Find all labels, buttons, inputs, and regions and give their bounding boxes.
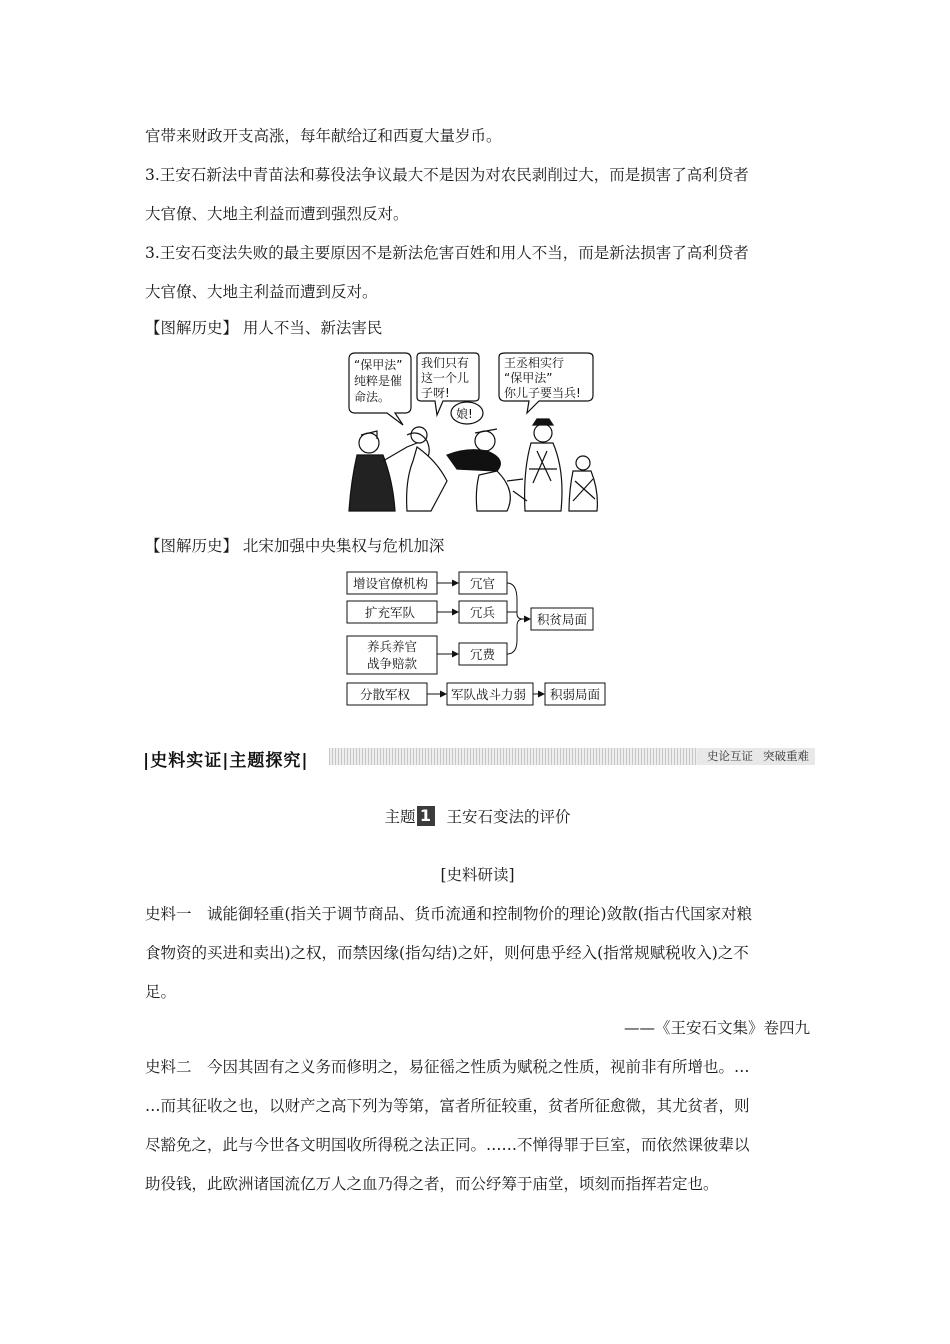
label-cost-2: 战争赔款 bbox=[367, 656, 418, 671]
banner-right-b: 突破重难 bbox=[763, 749, 809, 763]
bubble-1-line-2: 纯粹是催 bbox=[354, 374, 403, 388]
label-cost-1: 养兵养官 bbox=[367, 639, 418, 654]
label-rongbing: 冗兵 bbox=[470, 605, 496, 620]
paragraph-text: 大官僚、大地主利益而遭到强烈反对。 bbox=[145, 205, 409, 223]
label-zhandouli: 军队战斗力弱 bbox=[451, 687, 527, 702]
figure-caption: 【图解历史】 用人不当、新法害民 bbox=[145, 319, 383, 337]
cartoon-figures bbox=[349, 419, 597, 511]
topic-number-badge: 1 bbox=[417, 806, 435, 826]
label-jipin: 积贫局面 bbox=[537, 612, 588, 627]
paragraph-text: 大官僚、大地主利益而遭到反对。 bbox=[145, 283, 378, 301]
topic-heading bbox=[145, 804, 810, 830]
label-army: 扩充军队 bbox=[365, 605, 416, 620]
topic-title: 王安石变法的评价 bbox=[446, 808, 571, 826]
label-rongguan: 冗官 bbox=[470, 576, 496, 591]
source-1-citation: ——《王安石文集》卷四九 bbox=[623, 1019, 810, 1037]
bubble-2-line-3: 子呀! bbox=[421, 386, 450, 400]
banner-right-a: 史论互证 bbox=[707, 749, 753, 763]
banner-title: |史料实证|主题探究| bbox=[143, 751, 309, 771]
paragraph-text: 官带来财政开支高涨，每年献给辽和西夏大量岁币。 bbox=[145, 127, 502, 145]
label-fensan: 分散军权 bbox=[360, 687, 411, 702]
bubble-2-line-1: 我们只有 bbox=[421, 356, 470, 370]
bubble-4-line-1: 王丞相实行 bbox=[504, 356, 565, 370]
bubble-4-line-2: “保甲法” bbox=[504, 371, 553, 385]
label-jiruo: 积弱局面 bbox=[550, 687, 601, 702]
bubble-1-line-3: 命法。 bbox=[354, 390, 391, 404]
paragraph-text: 3.王安石变法失败的最主要原因不是新法危害百姓和用人不当，而是新法损害了高利贷者 bbox=[145, 244, 749, 262]
banner-right-label bbox=[697, 748, 815, 765]
label-rongfei: 冗费 bbox=[470, 647, 496, 662]
source-1-line: 食物资的买进和卖出)之权，而禁因缘(指勾结)之奸，则何患乎经入(指常规赋税收入)之不 bbox=[145, 944, 749, 962]
bubble-2-line-2: 这一个儿 bbox=[421, 371, 470, 385]
cartoon-image bbox=[347, 351, 605, 513]
source-2-line: …而其征收之也，以财产之高下列为等第，富者所征较重，贫者所征愈微，其尤贫者，则 bbox=[145, 1097, 750, 1115]
source-2-line: 助役钱，此欧洲诸国流亿万人之血乃得之者，而公纾筹于庙堂，顷刻而指挥若定也。 bbox=[145, 1175, 719, 1193]
source-2-line: 尽豁免之，此与今世各文明国收所得税之法正同。……不惮得罪于巨室，而依然课彼辈以 bbox=[145, 1136, 750, 1154]
figure-caption: 【图解历史】 北宋加强中央集权与危机加深 bbox=[145, 537, 445, 555]
paragraph-text: 3.王安石新法中青苗法和募役法争议最大不是因为对农民剥削过大，而是损害了高利贷者 bbox=[145, 166, 749, 184]
topic-prefix: 主题 bbox=[384, 808, 416, 826]
source-1-line: 史料一 诚能御轻重(指关于调节商品、货币流通和控制物价的理论)敛散(指古代国家对粮 bbox=[145, 905, 753, 923]
section-label: [史料研读] bbox=[440, 866, 515, 884]
bubble-4-line-3: 你儿子要当兵! bbox=[504, 386, 581, 400]
source-2-line: 史料二 今因其固有之义务而修明之，易征徭之性质为赋税之性质，视前非有所增也。… bbox=[145, 1058, 750, 1076]
bubble-1-line-1: “保甲法” bbox=[354, 358, 403, 372]
label-officials: 增设官僚机构 bbox=[353, 576, 429, 591]
source-1-line: 足。 bbox=[145, 983, 177, 1001]
bubble-3: 娘! bbox=[456, 407, 473, 421]
section-banner bbox=[143, 745, 815, 769]
flow-diagram bbox=[345, 570, 607, 710]
